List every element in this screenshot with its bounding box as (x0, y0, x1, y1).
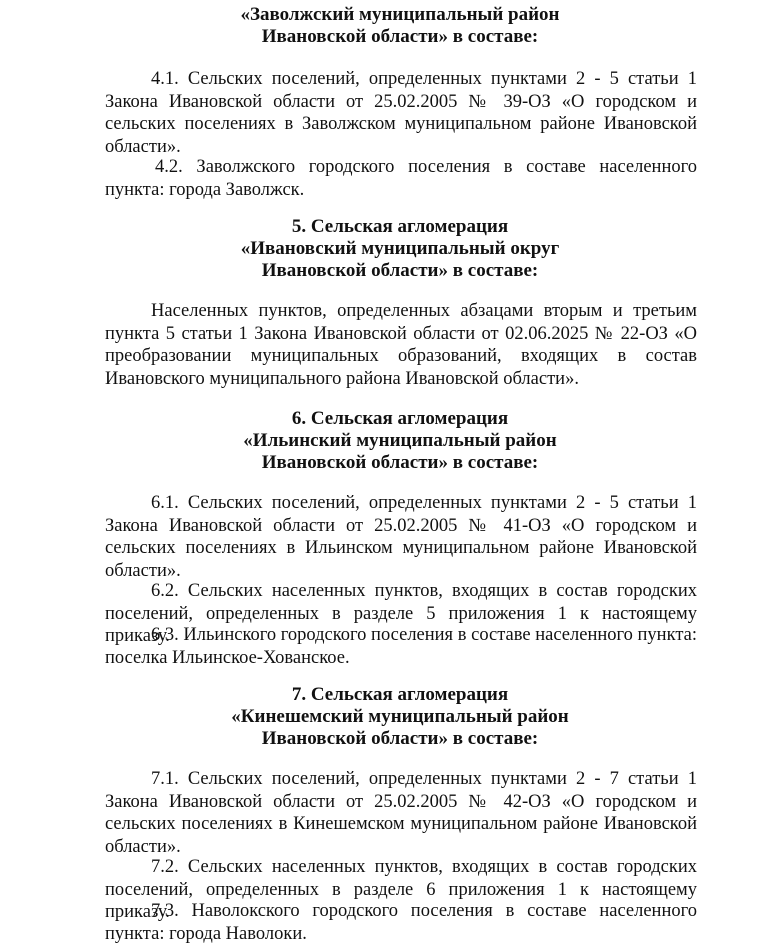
paragraph-6-3: 6.3. Ильинского городского поселения в составе населенного пункта: поселка Ильинское-Хованское. (105, 625, 697, 668)
paragraph-6-2: 6.2. Сельских населенных пунктов, входящих в состав городских поселений, определенных в разделе 5 приложения 1 к настоящему приказу. (105, 581, 697, 646)
section-heading-6 (100, 408, 700, 474)
section-heading-zavolzhsky (100, 4, 700, 48)
heading-line: 7. Сельская агломерация (291, 684, 509, 705)
heading-line: Ивановской области» в составе: (261, 728, 539, 749)
paragraph-4-2: 4.2. Заволжского городского поселения в составе населенного пункта: города Заволжск. (105, 157, 697, 200)
paragraph-7-1: 7.1. Сельских поселений, определенных пунктами 2 - 7 статьи 1 Закона Ивановской области от 25.02.2005 № 42-ОЗ «О городском и сельских поселениях в Кинешемском муниципальном районе Ивановской области». (105, 769, 697, 857)
heading-line: 5. Сельская агломерация (291, 216, 509, 237)
section-heading-5 (100, 216, 700, 282)
heading-line: Ивановской области» в составе: (261, 26, 539, 47)
heading-line: 6. Сельская агломерация (291, 408, 509, 429)
heading-line: «Ивановский муниципальный округ (240, 238, 560, 259)
paragraph-4-1: 4.1. Сельских поселений, определенных пунктами 2 - 5 статьи 1 Закона Ивановской области от 25.02.2005 № 39-ОЗ «О городском и сельских поселениях в Заволжском муниципальном районе Ивановской области». (105, 69, 697, 157)
heading-line: Ивановской области» в составе: (261, 260, 539, 281)
heading-line: «Ильинский муниципальный район (243, 430, 557, 451)
paragraph-7-3: 7.3. Наволокского городского поселения в составе населенного пункта: города Наволоки. (105, 901, 697, 944)
paragraph-7-2: 7.2. Сельских населенных пунктов, входящих в состав городских поселений, определенных в разделе 6 приложения 1 к настоящему приказу. (105, 857, 697, 922)
section-heading-7 (100, 684, 700, 750)
paragraph-5: Населенных пунктов, определенных абзацами вторым и третьим пункта 5 статьи 1 Закона Ивановской области от 02.06.2025 № 22-ОЗ «О преобразовании муниципальных образований, входящих в состав Ивановского муниципального района Ивановской области». (105, 301, 697, 389)
heading-line: «Заволжский муниципальный район (240, 4, 560, 25)
paragraph-6-1: 6.1. Сельских поселений, определенных пунктами 2 - 5 статьи 1 Закона Ивановской области от 25.02.2005 № 41-ОЗ «О городском и сельских поселениях в Ильинском муниципальном районе Ивановской области». (105, 493, 697, 581)
heading-line: «Кинешемский муниципальный район (231, 706, 569, 727)
heading-line: Ивановской области» в составе: (261, 452, 539, 473)
